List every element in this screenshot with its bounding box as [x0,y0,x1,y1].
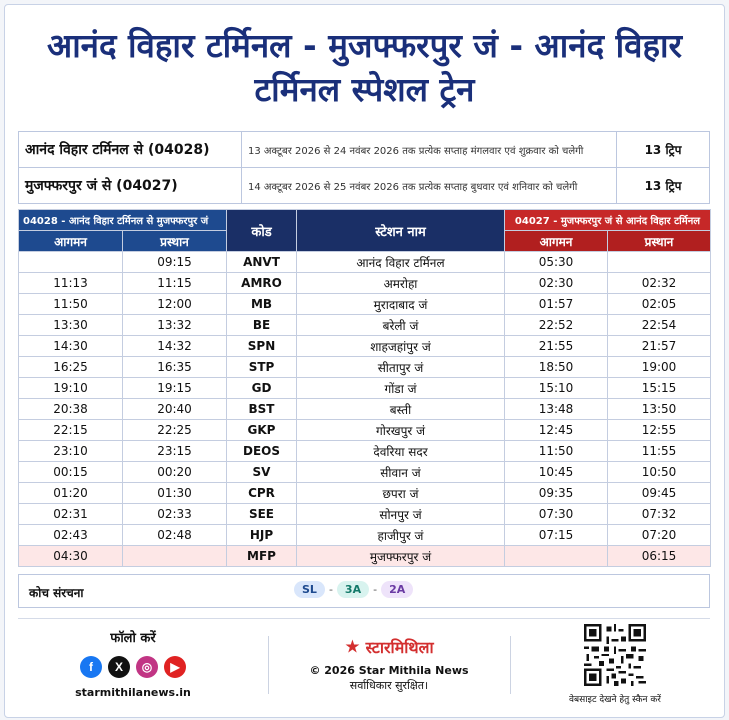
arrival-04027: 13:48 [505,399,608,420]
station-code: ANVT [227,252,297,273]
departure-04028: 11:15 [123,273,227,294]
departure-04027: 22:54 [608,315,711,336]
header-departure-04027: प्रस्थान [608,231,711,252]
departure-04027: 19:00 [608,357,711,378]
qr-code-icon[interactable] [584,624,646,686]
arrival-04027: 11:50 [505,441,608,462]
arrival-04028: 11:50 [19,294,123,315]
table-row [19,462,711,483]
info-trips: 13 ट्रिप [617,132,710,168]
departure-04028: 23:15 [123,441,227,462]
departure-04027: 11:55 [608,441,711,462]
station-code: HJP [227,525,297,546]
departure-04028: 19:15 [123,378,227,399]
departure-04028: 14:32 [123,336,227,357]
table-row [19,399,711,420]
departure-04027: 06:15 [608,546,711,567]
info-from: मुजफ्फरपुर जं से (04027) [19,168,242,204]
follow-section [48,628,218,699]
station-code: SPN [227,336,297,357]
header-arrival-04028: आगमन [19,231,123,252]
footer-divider [18,618,710,619]
arrival-04028: 13:30 [19,315,123,336]
arrival-04027: 05:30 [505,252,608,273]
rights-text: सर्वाधिकार सुरक्षित। [349,679,429,692]
table-row [19,336,711,357]
station-code: CPR [227,483,297,504]
station-code: GD [227,378,297,399]
youtube-icon[interactable]: ▶ [164,656,186,678]
footer-divider-right [510,636,511,694]
station-code: MFP [227,546,297,567]
schedule-info-table [18,131,710,204]
arrival-04028: 02:31 [19,504,123,525]
arrival-04028: 01:20 [19,483,123,504]
station-name: देवरिया सदर [297,441,505,462]
table-row [19,504,711,525]
departure-04028: 22:25 [123,420,227,441]
info-from: आनंद विहार टर्मिनल से (04028) [19,132,242,168]
station-code: BST [227,399,297,420]
arrival-04028: 00:15 [19,462,123,483]
brand-section [270,634,508,693]
station-code: SV [227,462,297,483]
follow-title: फॉलो करें [110,631,156,646]
departure-04027: 07:32 [608,504,711,525]
arrival-04027: 07:15 [505,525,608,546]
coach-chip-3a: 3A [337,581,369,598]
table-row [19,252,711,273]
arrival-04028: 16:25 [19,357,123,378]
qr-section [540,624,690,705]
coach-chip-2a: 2A [381,581,413,598]
website-link[interactable]: starmithilanews.in [75,686,191,699]
arrival-04027: 18:50 [505,357,608,378]
table-row [19,273,711,294]
table-row [19,315,711,336]
table-row [19,357,711,378]
station-code: SEE [227,504,297,525]
info-schedule: 14 अक्टूबर 2026 से 25 नवंबर 2026 तक प्रत्येक सप्ताह बुधवार एवं शनिवार को चलेगी [242,168,617,204]
station-name: सोनपुर जं [297,504,505,525]
station-code: GKP [227,420,297,441]
station-code: STP [227,357,297,378]
table-row [19,378,711,399]
arrival-04028: 11:13 [19,273,123,294]
station-name: बरेली जं [297,315,505,336]
arrival-04028: 04:30 [19,546,123,567]
departure-04027: 13:50 [608,399,711,420]
coach-separator: - [373,583,378,596]
departure-04028: 20:40 [123,399,227,420]
departure-04027: 02:32 [608,273,711,294]
header-station: स्टेशन नाम [297,210,505,252]
table-row [19,483,711,504]
station-code: MB [227,294,297,315]
departure-04027: 12:55 [608,420,711,441]
departure-04027: 07:20 [608,525,711,546]
station-code: DEOS [227,441,297,462]
station-code: BE [227,315,297,336]
header-code: कोड [227,210,297,252]
coach-composition [18,574,710,608]
info-schedule: 13 अक्टूबर 2026 से 24 नवंबर 2026 तक प्रत्येक सप्ताह मंगलवार एवं शुक्रवार को चलेगी [242,132,617,168]
table-row [19,420,711,441]
station-name: मुरादाबाद जं [297,294,505,315]
arrival-04027: 07:30 [505,504,608,525]
departure-04028: 02:33 [123,504,227,525]
instagram-icon[interactable]: ◎ [136,656,158,678]
header-arrival-04027: आगमन [505,231,608,252]
departure-04027: 02:05 [608,294,711,315]
departure-04027: 09:45 [608,483,711,504]
station-name: सीवान जं [297,462,505,483]
arrival-04028: 19:10 [19,378,123,399]
arrival-04028: 22:15 [19,420,123,441]
arrival-04028 [19,252,123,273]
departure-04028: 00:20 [123,462,227,483]
facebook-icon[interactable]: f [80,656,102,678]
copyright: © 2026 Star Mithila News [309,664,469,677]
station-name: बस्ती [297,399,505,420]
departure-04028: 01:30 [123,483,227,504]
station-name: गोरखपुर जं [297,420,505,441]
coach-chip-sl: SL [294,581,325,598]
arrival-04027: 15:10 [505,378,608,399]
station-name: छपरा जं [297,483,505,504]
departure-04028 [123,546,227,567]
arrival-04028: 23:10 [19,441,123,462]
arrival-04028: 20:38 [19,399,123,420]
star-icon: ★ [344,636,361,658]
header-04028: 04028 - आनंद विहार टर्मिनल से मुजफ्फरपुर जं [19,210,227,231]
qr-caption: वेबसाइट देखने हेतु स्कैन करें [568,695,661,705]
info-row [19,168,710,204]
station-name: गोंडा जं [297,378,505,399]
coach-separator: - [328,583,333,596]
arrival-04027 [505,546,608,567]
departure-04027: 21:57 [608,336,711,357]
arrival-04027: 22:52 [505,315,608,336]
header-departure-04028: प्रस्थान [123,231,227,252]
arrival-04027: 21:55 [505,336,608,357]
arrival-04027: 02:30 [505,273,608,294]
station-name: आनंद विहार टर्मिनल [297,252,505,273]
arrival-04027: 01:57 [505,294,608,315]
departure-04027: 15:15 [608,378,711,399]
departure-04028: 09:15 [123,252,227,273]
departure-04028: 13:32 [123,315,227,336]
coach-label: कोच संरचना [29,586,84,600]
arrival-04028: 14:30 [19,336,123,357]
station-name: शाहजहांपुर जं [297,336,505,357]
table-row [19,294,711,315]
info-trips: 13 ट्रिप [617,168,710,204]
logo-text: स्टारमिथिला [365,638,434,657]
departure-04027 [608,252,711,273]
page-title: आनंद विहार टर्मिनल - मुजफ्फरपुर जं - आनंद विहार टर्मिनल स्पेशल ट्रेन [46,26,683,109]
social-links [48,656,218,678]
footer-divider-left [268,636,269,694]
table-row [19,525,711,546]
departure-04028: 16:35 [123,357,227,378]
departure-04028: 02:48 [123,525,227,546]
station-name: सीतापुर जं [297,357,505,378]
departure-04027: 10:50 [608,462,711,483]
star-mithila-logo [344,636,433,658]
departure-04028: 12:00 [123,294,227,315]
station-name: अमरोहा [297,273,505,294]
timetable [18,209,711,567]
info-row [19,132,710,168]
station-code: AMRO [227,273,297,294]
station-name: मुजफ्फरपुर जं [297,546,505,567]
header-04027: 04027 - मुजफ्फरपुर जं से आनंद विहार टर्मिनल [505,210,711,231]
table-row [19,546,711,567]
coach-classes [294,581,413,598]
station-name: हाजीपुर जं [297,525,505,546]
table-row [19,441,711,462]
arrival-04027: 10:45 [505,462,608,483]
arrival-04028: 02:43 [19,525,123,546]
arrival-04027: 12:45 [505,420,608,441]
x-icon[interactable]: X [108,656,130,678]
arrival-04027: 09:35 [505,483,608,504]
